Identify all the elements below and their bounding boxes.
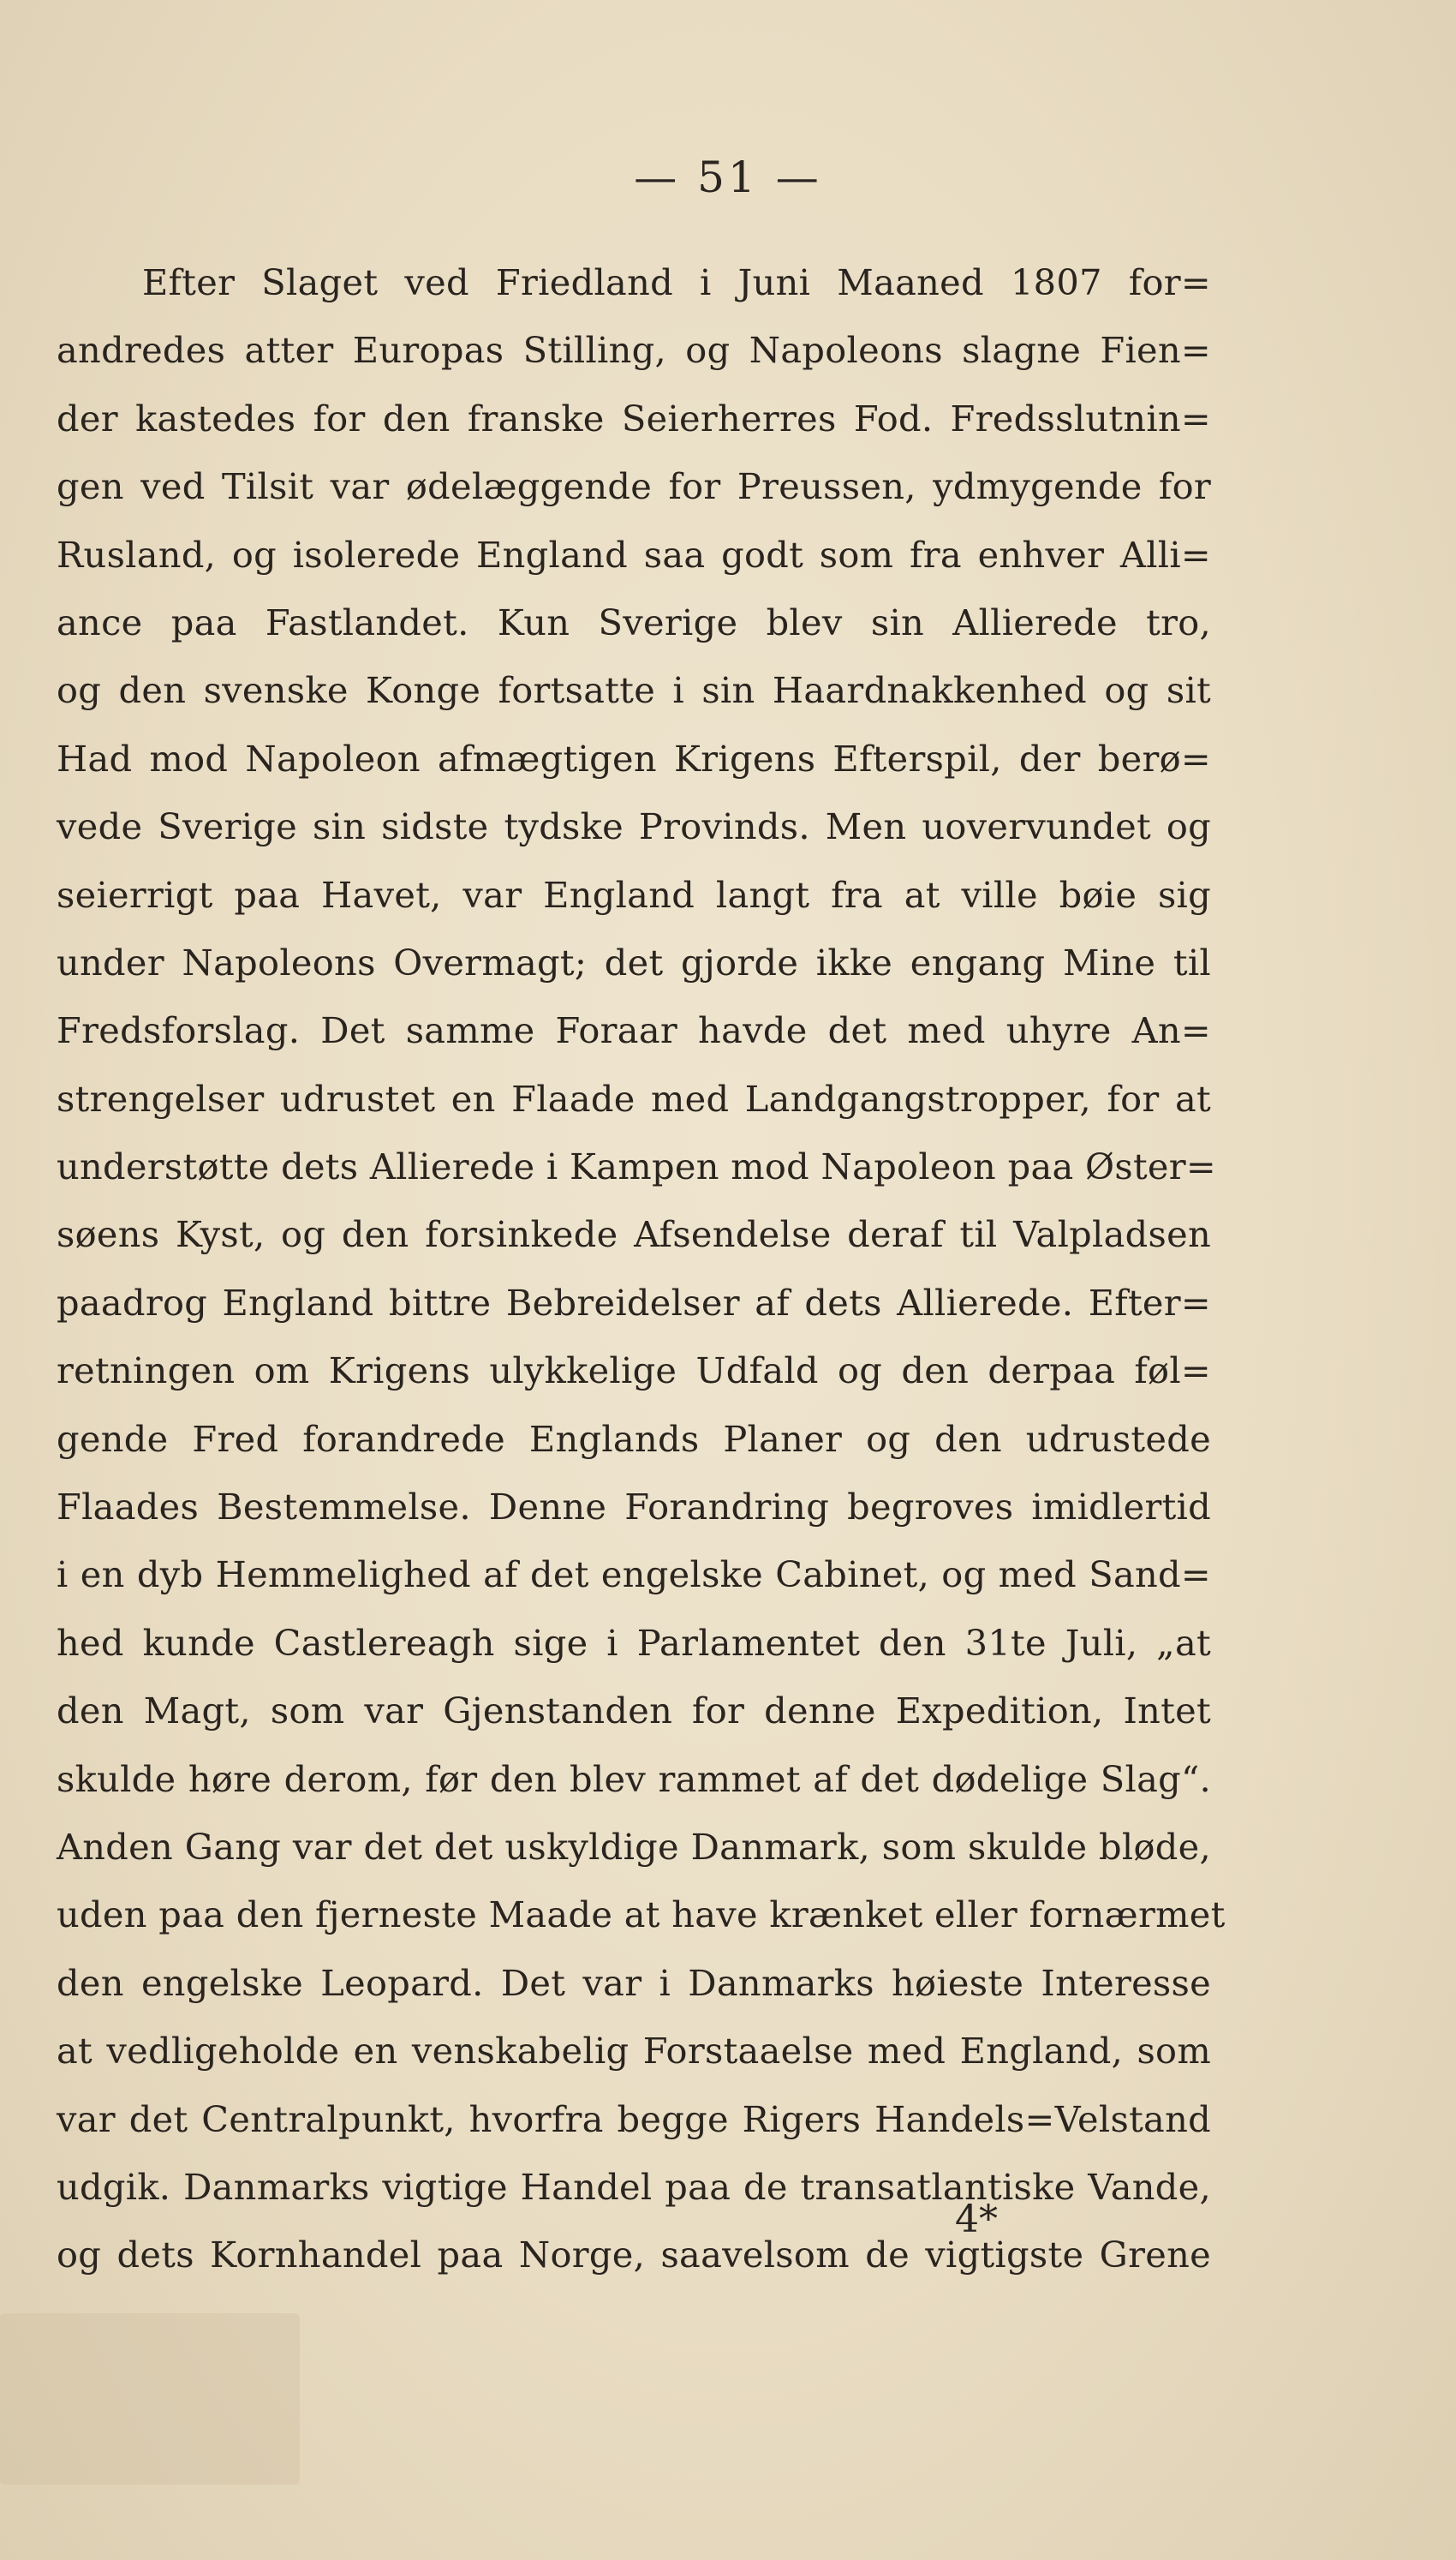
text-line: under Napoleons Overmagt; det gjorde ikke engang Mine til [57,941,1211,984]
text-line: paadrog England bittre Bebreidelser af dets Allierede. Efter= [57,1281,1211,1324]
text-line: hed kunde Castlereagh sige i Parlamentet den 31te Juli, „at [57,1621,1211,1664]
text-line: i en dyb Hemmelighed af det engelske Cabinet, og med Sand= [57,1553,1211,1596]
text-line: at vedligeholde en venskabelig Forstaaelse med England, som [57,2030,1211,2073]
text-line: Rusland, og isolerede England saa godt som fra enhver Alli= [57,533,1211,576]
text-line: understøtte dets Allierede i Kampen mod Napoleon paa Øster= [57,1145,1216,1188]
text-line: vede Sverige sin sidste tydske Provinds. Men uovervundet og [57,805,1211,848]
text-line: strengelser udrustet en Flaade med Landgangstropper, for at [57,1077,1211,1120]
text-line: og dets Kornhandel paa Norge, saavelsom de vigtigste Grene [57,2234,1211,2276]
text-line: var det Centralpunkt, hvorfra begge Rigers Handels=Velstand [57,2097,1211,2140]
text-line: der kastedes for den franske Seierherres Fod. Fredsslutnin= [57,397,1211,440]
text-line: Flaades Bestemmelse. Denne Forandring begroves imidlertid [57,1486,1211,1528]
text-line: ance paa Fastlandet. Kun Sverige blev sin Allierede tro, [57,601,1211,643]
text-line: søens Kyst, og den forsinkede Afsendelse deraf til Valpladsen [57,1213,1211,1256]
text-line: og den svenske Konge fortsatte i sin Haardnakkenhed og sit [57,669,1211,712]
text-line: Fredsforslag. Det samme Foraar havde det med uhyre An= [57,1009,1211,1052]
signature-mark: 4* [955,2198,998,2241]
text-line: udgik. Danmarks vigtige Handel paa de transatlantiske Vande, [57,2165,1211,2208]
text-line: den Magt, som var Gjenstanden for denne Expedition, Intet [57,1690,1211,1732]
body-text [57,248,1226,2289]
text-line: skulde høre derom, før den blev rammet af det dødelige Slag“. [57,1757,1211,1800]
text-line: gende Fred forandrede Englands Planer og den udrustede [57,1417,1211,1460]
paper-stain [0,2313,300,2485]
text-line: andredes atter Europas Stilling, og Napoleons slagne Fien= [57,329,1211,372]
text-line: retningen om Krigens ulykkelige Udfald og den derpaa føl= [57,1349,1211,1392]
text-line: Efter Slaget ved Friedland i Juni Maaned 1807 for= [142,261,1211,303]
text-line: Had mod Napoleon afmægtigen Krigens Efterspil, der berø= [57,737,1211,780]
text-line: uden paa den fjerneste Maade at have krænket eller fornærmet [57,1893,1226,1936]
text-line: gen ved Tilsit var ødelæggende for Preussen, ydmygende for [57,465,1211,508]
text-line: den engelske Leopard. Det var i Danmarks høieste Interesse [57,1961,1211,2004]
page-number: — 51 — [634,153,822,202]
text-line: seierrigt paa Havet, var England langt fra at ville bøie sig [57,873,1211,916]
text-line: Anden Gang var det det uskyldige Danmark, som skulde bløde, [57,1825,1211,1868]
